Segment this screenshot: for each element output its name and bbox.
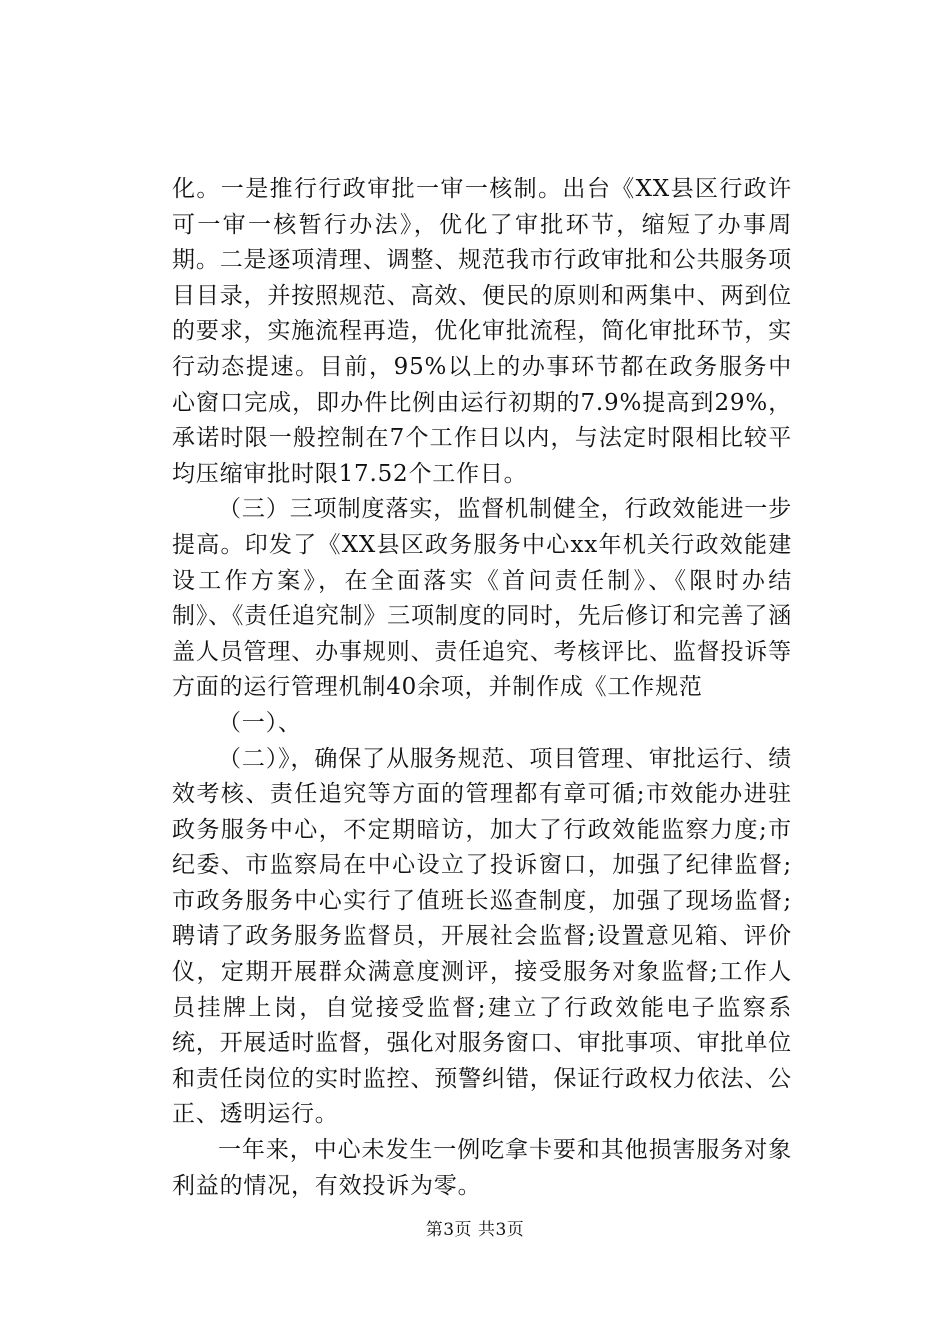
paragraph-section-three: （三）三项制度落实，监督机制健全，行政效能进一步提高。印发了《XX县区政务服务中心xx年机关行政效能建设工作方案》，在全面落实《首问责任制》、《限时办结制》、《责任追究制》三项制度的同时，先后修订和完善了涵盖人员管理、办事规则、责任追究、考核评比、监督投诉等方面的运行管理机制40余项，并制作成《工作规范 xyxy=(172,496,792,701)
paragraph-summary: 一年来，中心未发生一例吃拿卡要和其他损害服务对象利益的情况，有效投诉为零。 xyxy=(172,1137,792,1199)
page-number-footer: 第3页 共3页 xyxy=(425,1220,525,1240)
document-body xyxy=(172,172,792,1204)
paragraph-continuation: 化。一是推行行政审批一审一核制。出台《XX县区行政许可一审一核暂行办法》，优化了审批环节，缩短了办事周期。二是逐项清理、调整、规范我市行政审批和公共服务项目目录，并按照规范、高效、便民的原则和两集中、两到位的要求，实施流程再造，优化审批流程，简化审批环节，实行动态提速。目前，95%以上的办事环节都在政务服务中心窗口完成，即办件比例由运行初期的7.9%提高到29%，承诺时限一般控制在7个工作日以内，与法定时限相比较平均压缩审批时限17.52个工作日。 xyxy=(172,176,792,487)
paragraph-item-two: （二）》，确保了从服务规范、项目管理、审批运行、绩效考核、责任追究等方面的管理都有章可循;市效能办进驻政务服务中心，不定期暗访，加大了行政效能监察力度;市纪委、市监察局在中心设立了投诉窗口，加强了纪律监督;市政务服务中心实行了值班长巡查制度，加强了现场监督;聘请了政务服务监督员，开展社会监督;设置意见箱、评价仪，定期开展群众满意度测评，接受服务对象监督;工作人员挂牌上岗，自觉接受监督;建立了行政效能电子监察系统，开展适时监督，强化对服务窗口、审批事项、审批单位和责任岗位的实时监控、预警纠错，保证行政权力依法、公正、透明运行。 xyxy=(172,745,792,1128)
paragraph-item-one: （一）、 xyxy=(218,709,302,736)
